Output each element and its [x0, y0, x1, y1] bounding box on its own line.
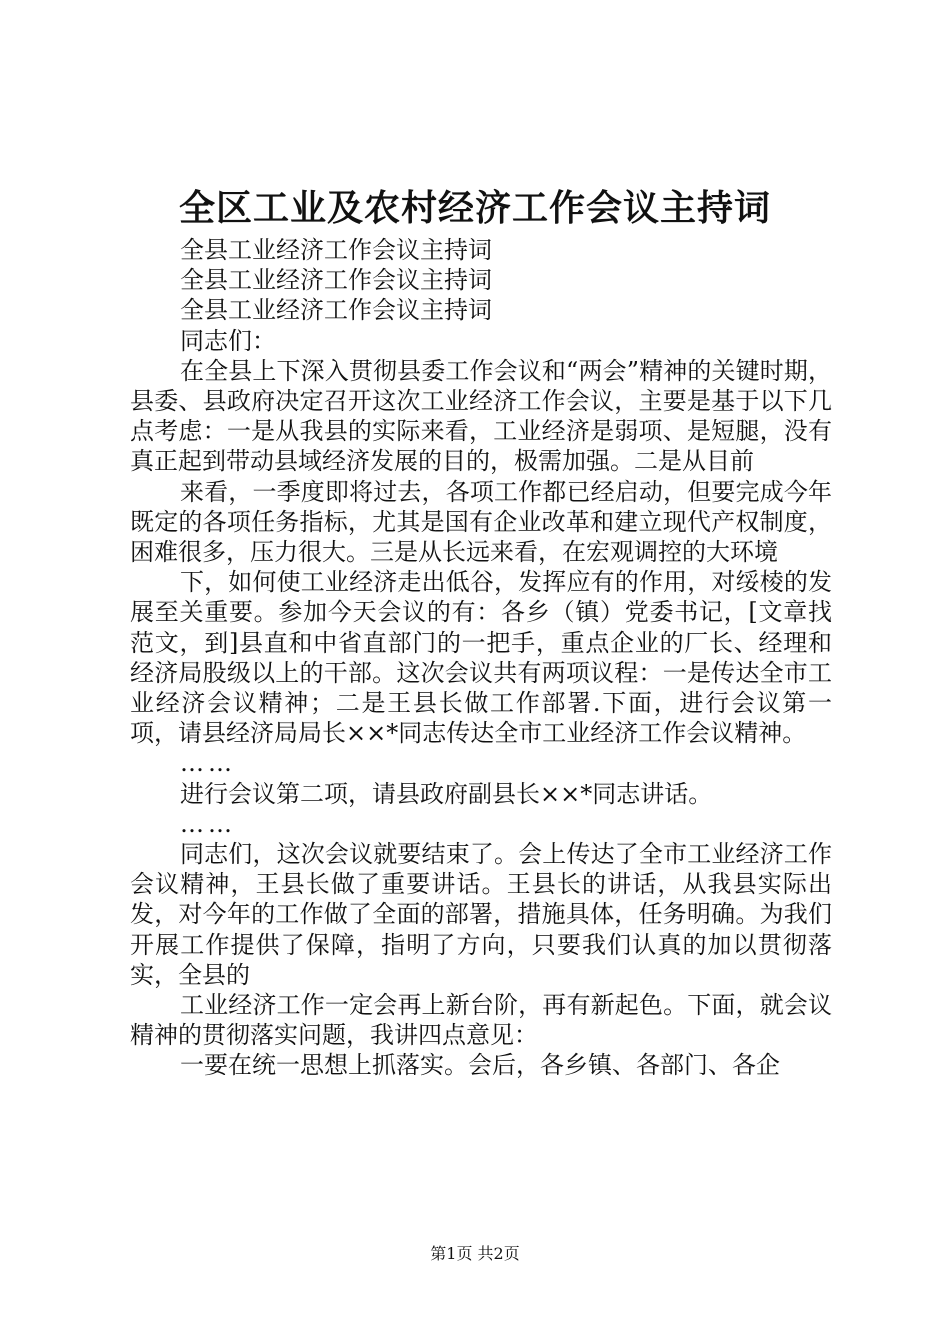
- paragraph: 下，如何使工业经济走出低谷，发挥应有的作用，对绥棱的发展至关重要。参加今天会议的有：各乡（镇）党委书记，[文章找范文，到]县直和中省直部门的一把手，重点企业的厂长、经理和经济局股级以上的干部。这次会议共有两项议程：一是传达全市工业经济会议精神；二是王县长做工作部署.下面，进行会议第一项，请县经济局局长××*同志传达全市工业经济工作会议精神。: [130, 568, 832, 748]
- paragraph: 同志们：: [180, 326, 276, 355]
- paragraph: 一要在统一思想上抓落实。会后，各乡镇、各部门、各企: [180, 1051, 780, 1080]
- paragraph: 进行会议第二项，请县政府副县长××*同志讲话。: [180, 779, 713, 808]
- paragraph: 全县工业经济工作会议主持词: [180, 236, 492, 264]
- paragraph: 同志们，这次会议就要结束了。会上传达了全市工业经济工作会议精神，王县长做了重要讲话。王县长的讲话，从我县实际出发，对今年的工作做了全面的部署，措施具体，任务明确。为我们开展工作提供了保障，指明了方向，只要我们认真的加以贯彻落实，全县的: [130, 840, 832, 989]
- page-footer: 第1页 共2页: [430, 1244, 520, 1263]
- ellipsis-line: ……: [180, 809, 236, 838]
- ellipsis-line: ……: [180, 749, 236, 778]
- paragraph: 全县工业经济工作会议主持词: [180, 266, 492, 295]
- paragraph: 来看，一季度即将过去，各项工作都已经启动，但要完成今年既定的各项任务指标，尤其是国有企业改革和建立现代产权制度，困难很多，压力很大。三是从长远来看，在宏观调控的大环境: [130, 477, 832, 567]
- document-body: [130, 235, 832, 1081]
- document-title: 全区工业及农村经济工作会议主持词: [178, 187, 771, 229]
- paragraph: 工业经济工作一定会再上新台阶，再有新起色。下面，就会议精神的贯彻落实问题，我讲四点意见：: [130, 991, 832, 1050]
- paragraph: 在全县上下深入贯彻县委工作会议和“两会”精神的关键时期，县委、县政府决定召开这次工业经济工作会议，主要是基于以下几点考虑：一是从我县的实际来看，工业经济是弱项、是短腿，没有真正起到带动县域经济发展的目的，极需加强。二是从目前: [130, 356, 832, 476]
- paragraph: 全县工业经济工作会议主持词: [180, 296, 492, 325]
